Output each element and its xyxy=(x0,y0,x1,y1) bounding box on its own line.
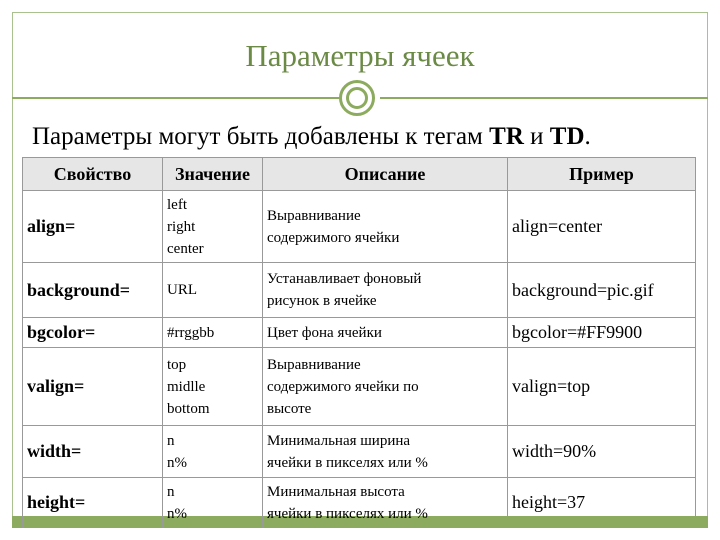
cell-example: valign=top xyxy=(508,348,696,426)
cell-description: Минимальная ширина ячейки в пикселях или % xyxy=(263,426,508,478)
cell-value: n n% xyxy=(163,426,263,478)
title-divider-right xyxy=(380,97,708,99)
subtitle-tag-td: TD xyxy=(549,123,585,150)
table-row xyxy=(23,318,696,348)
cell-value: top midlle bottom xyxy=(163,348,263,426)
table-row xyxy=(23,478,696,528)
header-property: Свойство xyxy=(23,158,163,191)
subtitle-tag-tr: TR xyxy=(489,123,524,150)
circle-ornament-icon xyxy=(339,80,375,116)
table-row xyxy=(23,426,696,478)
cell-property: height= xyxy=(23,478,163,528)
title-divider-left xyxy=(12,97,340,99)
parameters-table xyxy=(22,157,696,528)
cell-description: Выравнивание содержимого ячейки xyxy=(263,191,508,263)
cell-property: background= xyxy=(23,263,163,318)
header-example: Пример xyxy=(508,158,696,191)
cell-description: Цвет фона ячейки xyxy=(263,318,508,348)
cell-description: Выравнивание содержимого ячейки по высоте xyxy=(263,348,508,426)
table-row xyxy=(23,191,696,263)
cell-value: left right center xyxy=(163,191,263,263)
cell-description: Устанавливает фоновый рисунок в ячейке xyxy=(263,263,508,318)
subtitle-end: . xyxy=(584,123,591,150)
cell-description: Минимальная высота ячейки в пикселях или % xyxy=(263,478,508,528)
slide-subtitle xyxy=(32,123,591,151)
cell-example: background=pic.gif xyxy=(508,263,696,318)
subtitle-and: и xyxy=(523,123,550,150)
cell-example: width=90% xyxy=(508,426,696,478)
cell-property: width= xyxy=(23,426,163,478)
cell-value: #rrggbb xyxy=(163,318,263,348)
cell-property: valign= xyxy=(23,348,163,426)
cell-example: height=37 xyxy=(508,478,696,528)
slide-title: Параметры ячеек xyxy=(245,38,475,73)
subtitle-text: Параметры могут быть добавлены к тегам xyxy=(32,123,490,150)
header-value: Значение xyxy=(163,158,263,191)
cell-value: URL xyxy=(163,263,263,318)
cell-property: bgcolor= xyxy=(23,318,163,348)
cell-property: align= xyxy=(23,191,163,263)
header-description: Описание xyxy=(263,158,508,191)
cell-example: bgcolor=#FF9900 xyxy=(508,318,696,348)
table-row xyxy=(23,263,696,318)
cell-example: align=center xyxy=(508,191,696,263)
cell-value: n n% xyxy=(163,478,263,528)
table-header-row xyxy=(23,158,696,191)
table-row xyxy=(23,348,696,426)
circle-ornament-inner xyxy=(346,87,368,109)
